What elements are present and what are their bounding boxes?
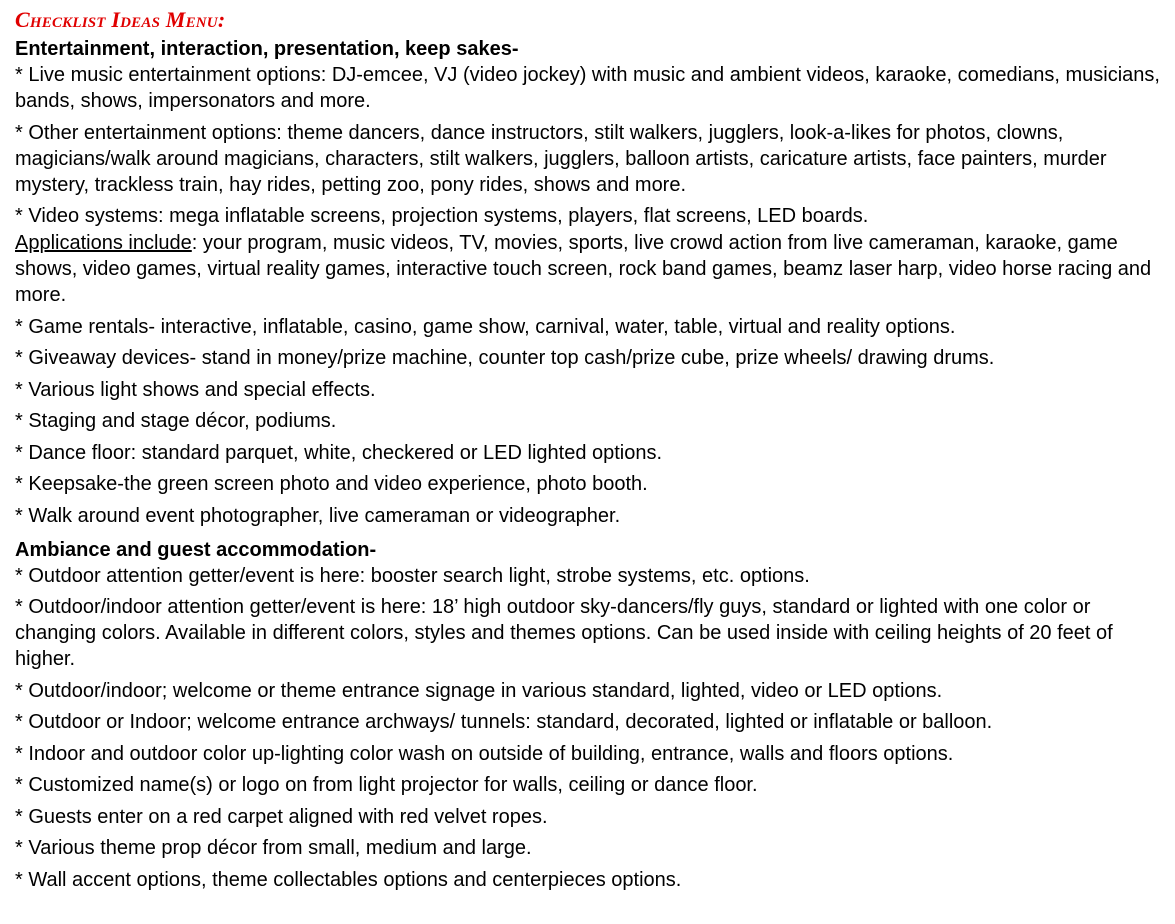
list-item: * Outdoor/indoor; welcome or theme entrance signage in various standard, lighted, video or LED options. (15, 679, 943, 702)
checklist-document (15, 6, 1165, 898)
list-item: * Walk around event photographer, live cameraman or videographer. (15, 504, 621, 527)
list-item: * Keepsake-the green screen photo and video experience, photo booth. (15, 473, 648, 495)
list-item: * Wall accent options, theme collectables options and centerpieces options. (15, 868, 682, 891)
list-item: * Live music entertainment options: DJ-emcee, VJ (video jockey) with music and ambient videos, karaoke, comedians, musicians, bands, shows, impersonators and more. (15, 64, 1160, 112)
video-applications-text (15, 230, 1165, 308)
list-item: * Outdoor/indoor attention getter/event is here: 18’ high outdoor sky-dancers/fly guys, standard or lighted with one color or changing colors. Available in different colors, styles and themes options. Can be used inside with ceiling heights of 20 feet of higher. (15, 596, 1113, 670)
applications-list: : your program, music videos, TV, movies, sports, live crowd action from live cameraman, karaoke, game shows, video games, virtual reality games, interactive touch screen, rock band games, beamz laser harp, video horse racing and more. (15, 232, 1152, 306)
list-item: * Customized name(s) or logo on from light projector for walls, ceiling or dance floor. (15, 774, 758, 796)
list-item: * Staging and stage décor, podiums. (15, 410, 337, 432)
list-item: * Giveaway devices- stand in money/prize machine, counter top cash/prize cube, prize wheels/ drawing drums. (15, 347, 995, 369)
list-item: * Video systems: mega inflatable screens, projection systems, players, flat screens, LED boards. (15, 205, 869, 227)
list-item: * Indoor and outdoor color up-lighting color wash on outside of building, entrance, walls and floors options. (15, 742, 954, 765)
list-item: * Game rentals- interactive, inflatable, casino, game show, carnival, water, table, virtual and reality options. (15, 315, 956, 338)
list-item: * Dance floor: standard parquet, white, checkered or LED lighted options. (15, 441, 663, 464)
list-item: * Other entertainment options: theme dancers, dance instructors, stilt walkers, jugglers, look-a-likes for photos, clowns, magicians/walk around magicians, characters, stilt walkers, jugglers, balloon artists, caricature artists, face painters, murder mystery, trackless train, hay rides, petting zoo, pony rides, shows and more. (15, 121, 1107, 196)
section-heading: Ambiance and guest accommodation- (15, 538, 377, 561)
list-item: * Guests enter on a red carpet aligned with red velvet ropes. (15, 805, 548, 828)
list-item: * Outdoor or Indoor; welcome entrance archways/ tunnels: standard, decorated, lighted or inflatable or balloon. (15, 711, 993, 733)
section-heading: Entertainment, interaction, presentation, keep sakes- (15, 38, 519, 60)
list-item: * Various light shows and special effects. (15, 378, 376, 401)
list-item: * Outdoor attention getter/event is here: booster search light, strobe systems, etc. options. (15, 564, 810, 587)
document-title: Checklist Ideas Menu: (15, 7, 226, 32)
applications-label: Applications include (15, 232, 192, 254)
list-item: * Various theme prop décor from small, medium and large. (15, 837, 532, 859)
section-ambiance (15, 537, 1165, 893)
section-entertainment (15, 36, 1165, 529)
